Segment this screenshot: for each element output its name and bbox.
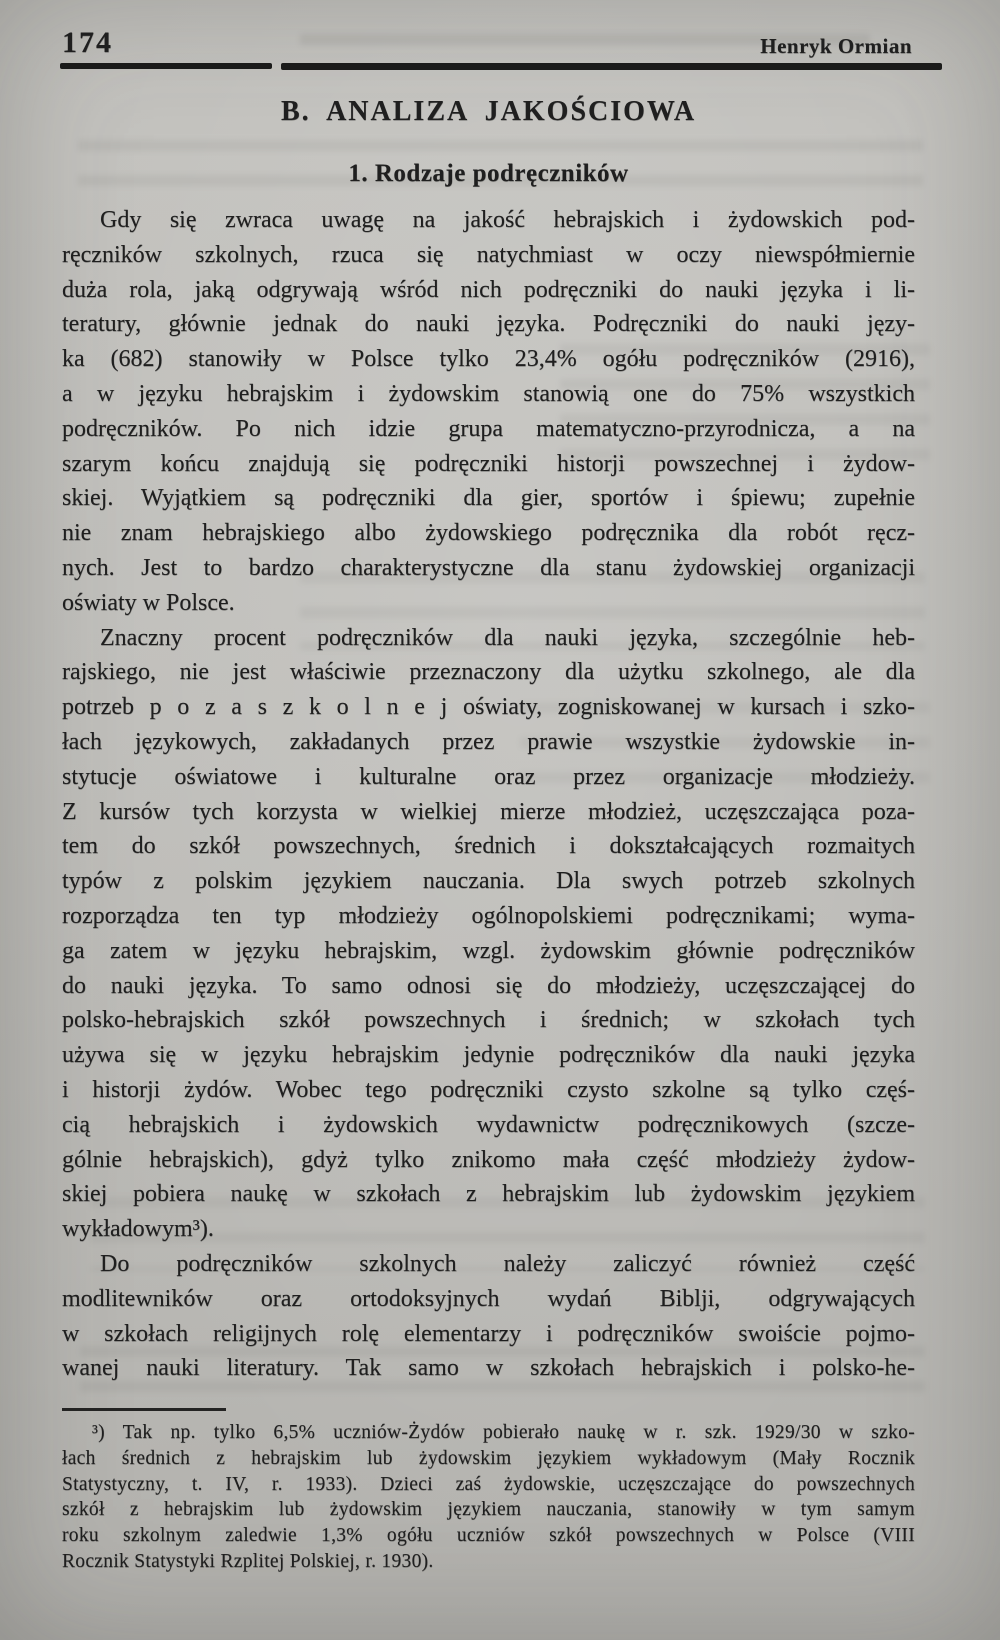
text-line: gólnie hebrajskich), gdyż tylko znikomo mała część młodzieży żydow- (62, 1146, 915, 1173)
text-line: Statystyczny, t. IV, r. 1933). Dzieci zaś żydowskie, uczęszczające do powszechnych (62, 1473, 915, 1495)
text-line: i historji żydów. Wobec tego podręczniki czysto szkolne są tylko częś- (62, 1076, 915, 1103)
footnote-rule (62, 1408, 226, 1411)
text-line: skiej pobiera naukę w szkołach z hebrajskim lub żydowskim językiem (62, 1181, 915, 1208)
paragraph (62, 1247, 915, 1386)
chapter-title: B. ANALIZA JAKOŚCIOWA (280, 96, 697, 127)
text-line: a w języku hebrajskim i żydowskim stanowią one do 75% wszystkich (62, 380, 915, 407)
text-line: stytucje oświatowe i kulturalne oraz przez organizacje młodzieży. (62, 763, 915, 790)
text-line: szarym końcu znajdują się podręczniki historji powszechnej i żydow- (62, 450, 915, 477)
text-line: potrzeb p o z a s z k o l n e j oświaty, zogniskowanej w kursach i szko- (62, 694, 915, 721)
text-line: nie znam hebrajskiego albo żydowskiego podręcznika dla robót ręcz- (62, 520, 915, 547)
text-line: duża rola, jaką odgrywają wśród nich podręczniki do nauki języka i li- (62, 276, 915, 303)
text-line: Do podręczników szkolnych należy zaliczyć również część (100, 1250, 915, 1277)
text-line: modlitewników oraz ortodoksyjnych wydań Biblji, odgrywających (62, 1285, 915, 1312)
text-line: do nauki języka. To samo odnosi się do młodzieży, uczęszczającej do (62, 972, 915, 999)
text-line: skiej. Wyjątkiem są podręczniki dla gier, sportów i śpiewu; zupełnie (62, 485, 915, 512)
header-rule-left (60, 63, 272, 69)
paragraph (62, 203, 915, 621)
text-line: podręczników. Po nich idzie grupa matematyczno-przyrodnicza, a na (62, 415, 915, 442)
text-line: rozporządza ten typ młodzieży ogólnopolskiemi podręcznikami; wyma- (62, 902, 915, 929)
text-line: ręczników szkolnych, rzuca się natychmiast w oczy niewspółmiernie (62, 241, 915, 268)
text-line: wanej nauki literatury. Tak samo w szkołach hebrajskich i polsko-he- (62, 1355, 915, 1382)
footnote (62, 1420, 915, 1575)
text-line: nych. Jest to bardzo charakterystyczne dla stanu żydowskiej organizacji (62, 554, 915, 581)
text-line: używa się w języku hebrajskim jedynie podręczników dla nauki języka (62, 1042, 915, 1069)
text-line: roku szkolnym zaledwie 1,3% ogółu uczniów szkół powszechnych w Polsce (VIII (62, 1525, 915, 1547)
text-line: Znaczny procent podręczników dla nauki języka, szczególnie heb- (100, 624, 915, 651)
text-line: teratury, głównie jednak do nauki języka. Podręczniki do nauki języ- (62, 311, 915, 338)
running-header-author: Henryk Ormian (760, 34, 912, 58)
page-number: 174 (62, 26, 113, 59)
text-line: w szkołach religijnych rolę elementarzy i podręczników swoiście pojmo- (62, 1320, 915, 1347)
text-line: szkół z hebrajskim lub żydowskim językiem nauczania, stanowiły w tym samym (62, 1499, 915, 1521)
text-line: tem do szkół powszechnych, średnich i dokształcających rozmaitych (62, 833, 915, 860)
text-line: łach średnich z hebrajskim lub żydowskim językiem wykładowym (Mały Rocznik (62, 1447, 915, 1469)
text-line: ³) Tak np. tylko 6,5% uczniów-Żydów pobierało naukę w r. szk. 1929/30 w szko- (92, 1422, 915, 1443)
section-heading: 1. Rodzaje podręczników (348, 160, 629, 187)
text-line: wykładowym³). (62, 1216, 214, 1243)
text-line: cią hebrajskich i żydowskich wydawnictw podręcznikowych (szcze- (62, 1111, 915, 1138)
text-line: ka (682) stanowiły w Polsce tylko 23,4% ogółu podręczników (2916), (62, 346, 915, 373)
text-line: łach językowych, zakładanych przez prawie wszystkie żydowskie in- (62, 728, 915, 755)
text-line: oświaty w Polsce. (62, 589, 235, 616)
text-line: rajskiego, nie jest właściwie przeznaczony dla użytku szkolnego, ale dla (62, 659, 915, 686)
body-text (62, 203, 915, 1386)
text-line: Rocznik Statystyki Rzplitej Polskiej, r. 1930). (62, 1550, 434, 1572)
text-line: Z kursów tych korzysta w wielkiej mierze młodzież, uczęszczająca poza- (62, 798, 915, 825)
text-line: polsko-hebrajskich szkół powszechnych i średnich; w szkołach tych (62, 1007, 915, 1034)
paragraph (62, 621, 915, 1247)
text-line: typów z polskim językiem nauczania. Dla swych potrzeb szkolnych (62, 868, 915, 895)
header-rule-right (281, 63, 942, 70)
text-line: Gdy się zwraca uwagę na jakość hebrajskich i żydowskich pod- (100, 207, 915, 233)
text-line: ga zatem w języku hebrajskim, wzgl. żydowskim głównie podręczników (62, 937, 915, 964)
